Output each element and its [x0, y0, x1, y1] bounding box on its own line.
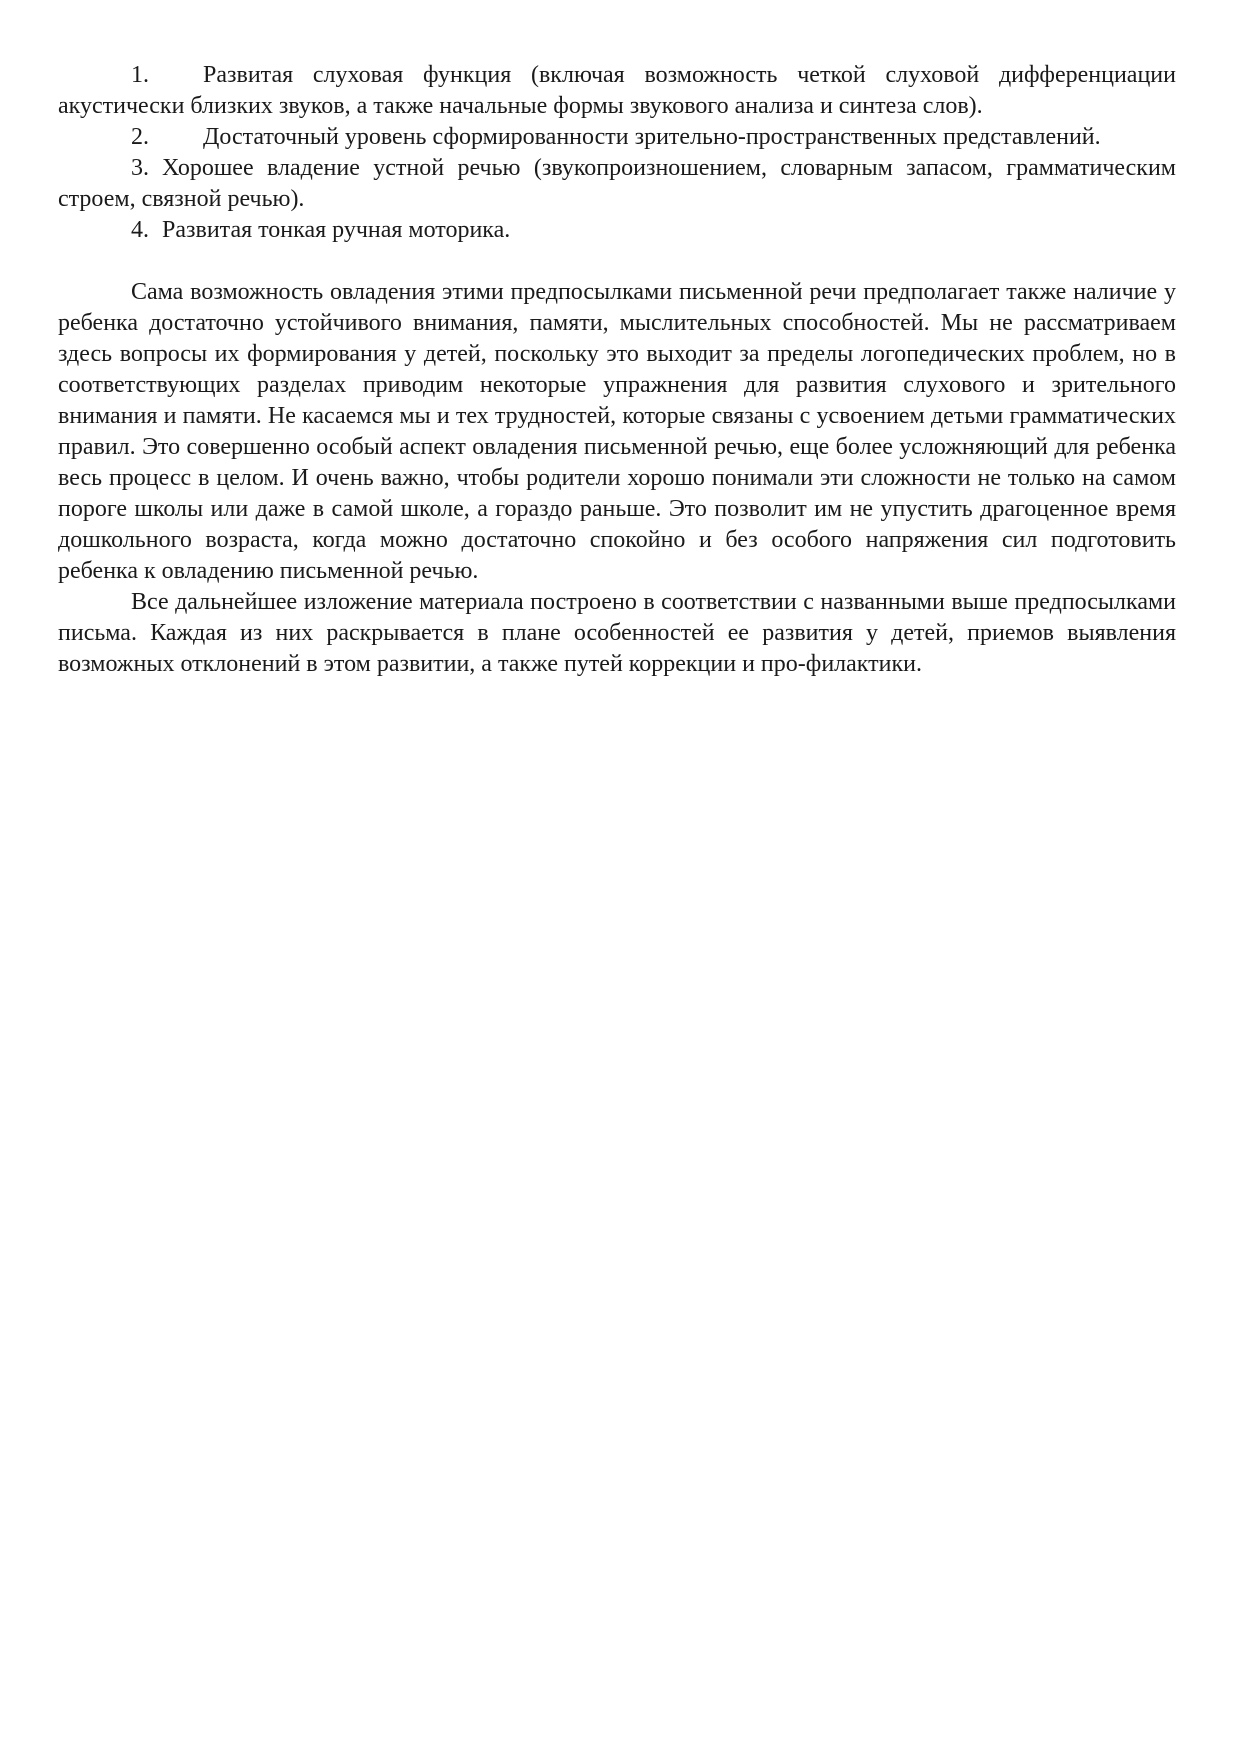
body-paragraph: Сама возможность овладения этими предпосылками письменной речи предполагает также наличие у ребенка достаточно устойчивого внимания, памяти, мыслительных способностей. Мы не рассматриваем здесь вопросы их формирования у детей, поскольку это выходит за пределы логопедических проблем, но в соответствующих разделах приводим некоторые упражнения для развития слухового и зрительного внимания и памяти. Не касаемся мы и тех трудностей, которые связаны с усвоением детьми грамматических правил. Это совершенно особый аспект овладения письменной речью, еще более усложняющий для ребенка весь процесс в целом. И очень важно, чтобы родители хорошо понимали эти сложности не только на самом пороге школы или даже в самой школе, а гораздо раньше. Это позволит им не упустить драгоценное время дошкольного возраста, когда можно достаточно спокойно и без особого напряжения сил подготовить ребенка к овладению письменной речью.	[58, 279, 1176, 584]
list-item	[58, 215, 1176, 246]
list-item-text: Хорошее владение устной речью (звукопроизношением, словарным запасом, грамматическим строем, связной речью).	[58, 155, 1176, 212]
list-item-number: 3.	[131, 155, 149, 181]
list-item-number: 4.	[131, 217, 149, 243]
document-body	[58, 60, 1176, 680]
list-item-number: 1.	[131, 62, 149, 88]
list-item-text: Развитая слуховая функция (включая возможность четкой слуховой дифференциации акустически близких звуков, а также начальные формы звукового анализа и синтеза слов).	[58, 62, 1176, 119]
list-item-text: Достаточный уровень сформированности зрительно-пространственных представлений.	[203, 124, 1101, 150]
list-item	[58, 60, 1176, 122]
list-item	[58, 122, 1176, 153]
list-item-number: 2.	[131, 124, 149, 150]
list-item-text: Развитая тонкая ручная моторика.	[162, 217, 511, 243]
list-item	[58, 153, 1176, 215]
body-paragraph: Все дальнейшее изложение материала построено в соответствии с названными выше предпосылками письма. Каждая из них раскрывается в плане особенностей ее развития у детей, приемов выявления возможных отклонений в этом развитии, а также путей коррекции и про-филактики.	[58, 589, 1176, 677]
paragraph-gap	[58, 246, 1176, 277]
